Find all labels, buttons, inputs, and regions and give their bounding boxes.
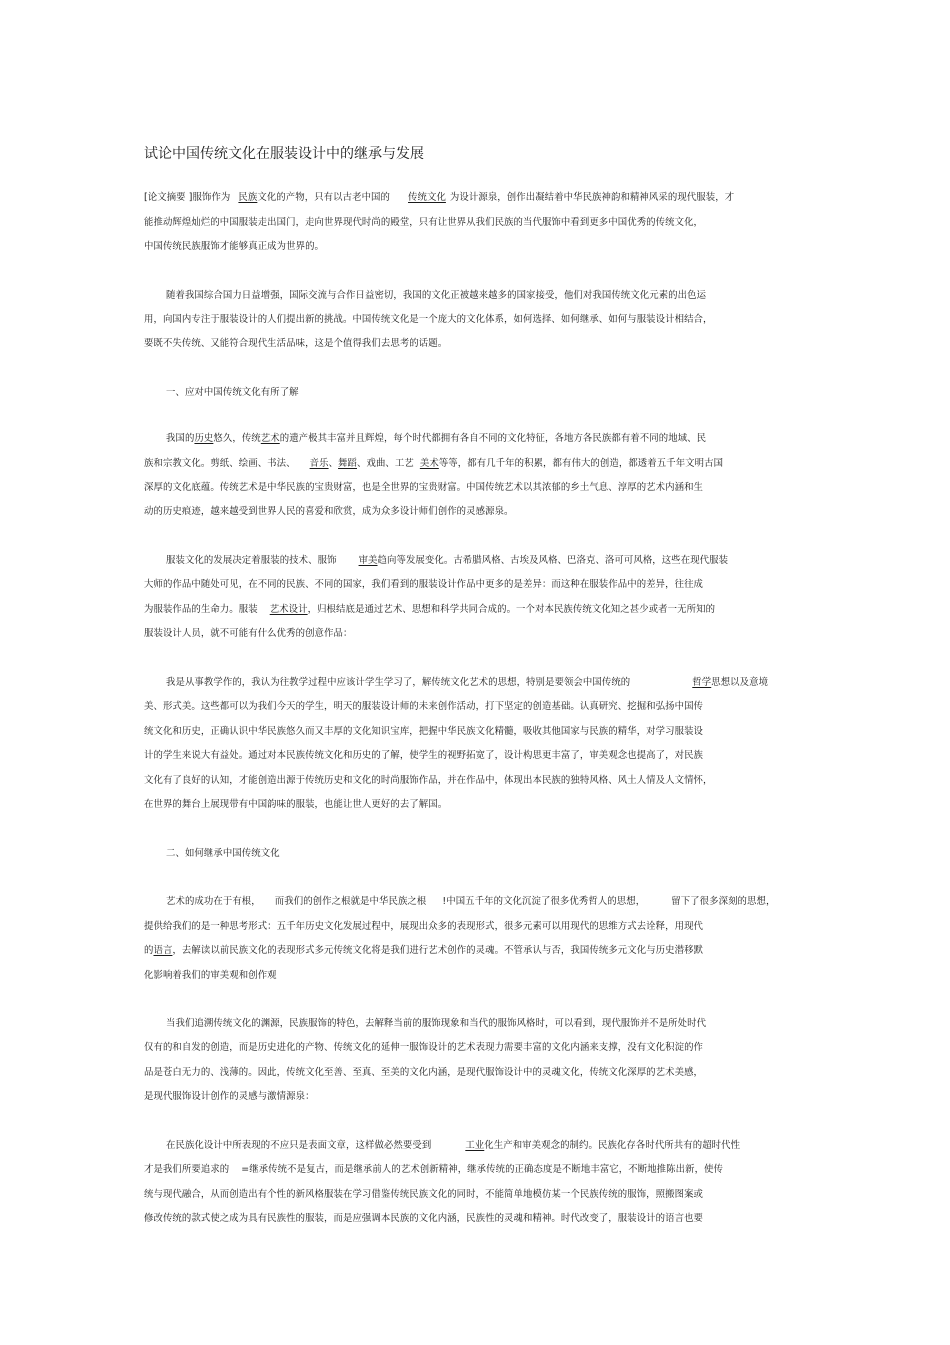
section-2-p3-line-4: 修改传统的款式使之成为具有民族性的服装，而是应强调本民族的文化内涵，民族性的灵魂和精神。时代改变了，服装设计的语言也要 xyxy=(144,1213,704,1224)
abstract-line-2: 能推动辉煌灿烂的中国服装走出国门，走向世界现代时尚的殿堂，只有让世界从我们民族的当代服饰中看到更多中国优秀的传统文化， xyxy=(144,217,704,228)
text-segment: 艺术的成功在于有根， xyxy=(166,896,261,907)
section-1-p3-line-5: 文化有了良好的认知，才能创造出源于传统历史和文化的时尚服饰作品，并在作品中，体现出本民族的独特风格、风土人情及人文情怀， xyxy=(144,775,713,786)
text-segment: 我是从事教学作的，我认为往教学过程中应该计学生学习了，解传统文化艺术的思想，特别是要领会中国传统的 xyxy=(166,677,631,688)
text-segment: 化生产和审美观念的制约。民族化存各时代所共有的超时代性 xyxy=(484,1140,741,1151)
intro-line-1: 随着我国综合国力日益增强，国际交流与合作日益密切，我国的文化正被越来越多的国家接受，他们对我国传统文化元素的出色运 xyxy=(166,290,707,301)
text-segment: 留下了很多深刻的思想， xyxy=(671,896,776,907)
section-2-p3-line-3: 统与现代融合，从而创造出有个性的新风格服装在学习借鉴传统民族文化的同时，不能简单地模仿某一个民族传统的服饰，照搬图案或 xyxy=(144,1189,704,1200)
section-2-p1-line-4: 化影响着我们的审美观和创作观 xyxy=(144,970,277,981)
text-segment: 在民族化设计中所表现的不应只是表面文章，这样做必然要受到 xyxy=(166,1140,432,1151)
text-segment: 为服装作品的生命力。服装 xyxy=(144,604,258,615)
section-2-p2-line-2: 仅有的和自发的创造，而是历史进化的产物、传统文化的延伸一服饰设计的艺术表现力需要丰富的文化内涵来支撑，没有文化积淀的作 xyxy=(144,1042,704,1053)
text-segment: 而我们的创作之根就是中华民族之根 xyxy=(274,896,427,907)
intro-line-3: 要既不失传统、又能符合现代生活品味，这是个值得我们去思考的话题。 xyxy=(144,338,448,349)
text-segment: 的 xyxy=(144,945,154,956)
text-segment: 为设计源泉，创作出凝结着中华民族神韵和精神风采的现代服装，才 xyxy=(449,192,735,203)
section-2-p3-line-1 xyxy=(166,1140,740,1152)
section-1-p2-line-3 xyxy=(144,604,715,616)
text-segment: 族和宗教文化。剪纸、绘画、书法、 xyxy=(144,458,296,469)
abstract-line-1 xyxy=(144,192,734,204)
keyword-link[interactable]: 语言 xyxy=(153,945,173,956)
section-1-p2-line-2: 大师的作品中随处可见，在不同的民族、不同的国家，我们看到的服装设计作品中更多的是差异：而这种在服装作品中的差异，往往成 xyxy=(144,579,704,590)
keyword-link[interactable]: 美术 xyxy=(419,458,439,469)
text-segment: 、 xyxy=(328,458,339,469)
section-1-p3-line-1 xyxy=(166,677,768,689)
text-segment: ，去解读以前民族文化的表现形式多元传统文化将是我们进行艺术创作的灵魂。不管承认与否，我国传统多元文化与历史潜移默 xyxy=(172,945,704,956)
text-segment: 文化的产物，只有以古老中国的 xyxy=(257,192,391,203)
section-1-p3-line-2: 美、形式美。这些都可以为我们今天的学生，明天的服装设计师的未来创作活动，打下坚定的创造基础。认真研究、挖掘和弘扬中国传 xyxy=(144,701,704,712)
keyword-link[interactable]: 历史 xyxy=(194,433,214,444)
text-segment: =继承传统不是复古，而是继承前人的艺术创新精神，继承传统的正确态度是不断地丰富它，不断地推陈出新，使传 xyxy=(241,1164,723,1175)
section-1-p3-line-6: 在世界的舞台上展现带有中国韵味的服装，也能让世人更好的去了解国。 xyxy=(144,799,448,810)
text-segment: 的遗产极其丰富并且辉煌，每个时代都拥有各自不同的文化特征，各地方各民族都有着不同的地域、民 xyxy=(279,433,707,444)
text-segment: !中国五千年的文化沉淀了很多优秀哲人的思想， xyxy=(442,896,646,907)
text-segment: 、戏曲、工艺 xyxy=(357,458,414,469)
section-1-p1-line-4: 动的历史痕迹，越来越受到世界人民的喜爱和欣赏，成为众多设计师们创作的灵感源泉。 xyxy=(144,506,514,517)
keyword-link[interactable]: 艺术设计 xyxy=(269,604,308,615)
text-segment: 悠久，传统 xyxy=(213,433,261,444)
text-segment: 我国的 xyxy=(166,433,195,444)
text-segment: 服装文化的发展决定着服装的技术、服饰 xyxy=(166,555,337,566)
abstract-line-3: 中国传统民族服饰才能够真正成为世界的。 xyxy=(144,241,325,252)
section-1-p2-line-1 xyxy=(166,555,728,567)
intro-line-2: 用，向国内专注于服装设计的人们提出新的挑战。中国传统文化是一个庞大的文化体系，如何选择、如何继承、如何与服装设计相结合， xyxy=(144,314,713,325)
section-1-p1-line-3: 深厚的文化底蕴。传统艺术是中华民族的宝贵财富，也是全世界的宝贵财富。中国传统艺术以其浓郁的乡土气息、淳厚的艺术内涵和生 xyxy=(144,482,704,493)
keyword-link[interactable]: 艺术 xyxy=(260,433,280,444)
section-2-p2-line-3: 品是苍白无力的、浅薄的。因此，传统文化至善、至真、至美的文化内涵，是现代服饰设计中的灵魂文化，传统文化深厚的艺术美感， xyxy=(144,1067,704,1078)
section-2-p2-line-1: 当我们追溯传统文化的渊源，民族服饰的特色，去解释当前的服饰现象和当代的服饰风格时，可以看到，现代服饰并不是所处时代 xyxy=(166,1018,707,1029)
keyword-link[interactable]: 民族 xyxy=(238,192,258,203)
section-1-p1-line-1 xyxy=(166,433,706,445)
keyword-link[interactable]: 舞蹈 xyxy=(338,458,357,469)
section-2-p3-line-2 xyxy=(144,1164,723,1176)
section-1-p1-line-2 xyxy=(144,458,723,470)
text-segment: ，归根结底是通过艺术、思想和科学共同合成的。一个对本民族传统文化知之甚少或者一无所知的 xyxy=(307,604,716,615)
section-2-heading: 二、如何继承中国传统文化 xyxy=(166,848,280,859)
keyword-link[interactable]: 音乐 xyxy=(309,458,329,469)
text-segment: 才是我们所要追求的 xyxy=(144,1164,230,1175)
keyword-link[interactable]: 传统文化 xyxy=(408,192,446,203)
section-1-p3-line-3: 统文化和历史，正确认识中华民族悠久而又丰厚的文化知识宝库，把握中华民族文化精髓，吸收其他国家与民族的精华，对学习服装设 xyxy=(144,726,704,737)
section-2-p1-line-3 xyxy=(144,945,703,957)
section-2-p2-line-4: 是现代服饰设计创作的灵感与激情源泉： xyxy=(144,1091,315,1102)
keyword-link[interactable]: 审美 xyxy=(358,555,378,566)
section-2-p1-line-1 xyxy=(166,896,775,908)
text-segment: [论文摘要 ]服饰作为 xyxy=(144,192,231,203)
section-1-heading: 一、应对中国传统文化有所了解 xyxy=(166,387,299,398)
keyword-link[interactable]: 哲学 xyxy=(692,677,712,688)
text-segment: 思想以及意境 xyxy=(711,677,769,688)
text-segment: 趋向等发展变化。古希腊风格、古埃及风格、巴洛克、洛可可风格，这些在现代服装 xyxy=(377,555,729,566)
document-title: 试论中国传统文化在服装设计中的继承与发展 xyxy=(144,146,424,162)
section-2-p1-line-2: 提供给我们的是一种思考形式：五千年历史文化发展过程中，展现出众多的表现形式，很多元素可以用现代的思维方式去诠释，用现代 xyxy=(144,921,704,932)
keyword-link[interactable]: 工业 xyxy=(465,1140,485,1151)
section-1-p2-line-4: 服装设计人员，就不可能有什么优秀的创意作品： xyxy=(144,628,353,639)
text-segment: 等等，都有几千年的积累，都有伟大的创造，都透着五千年文明古国 xyxy=(438,458,724,469)
section-1-p3-line-4: 计的学生来说大有益处。通过对本民族传统文化和历史的了解，使学生的视野拓宽了，设计构思更丰富了，审美观念也提高了，对民族 xyxy=(144,750,704,761)
